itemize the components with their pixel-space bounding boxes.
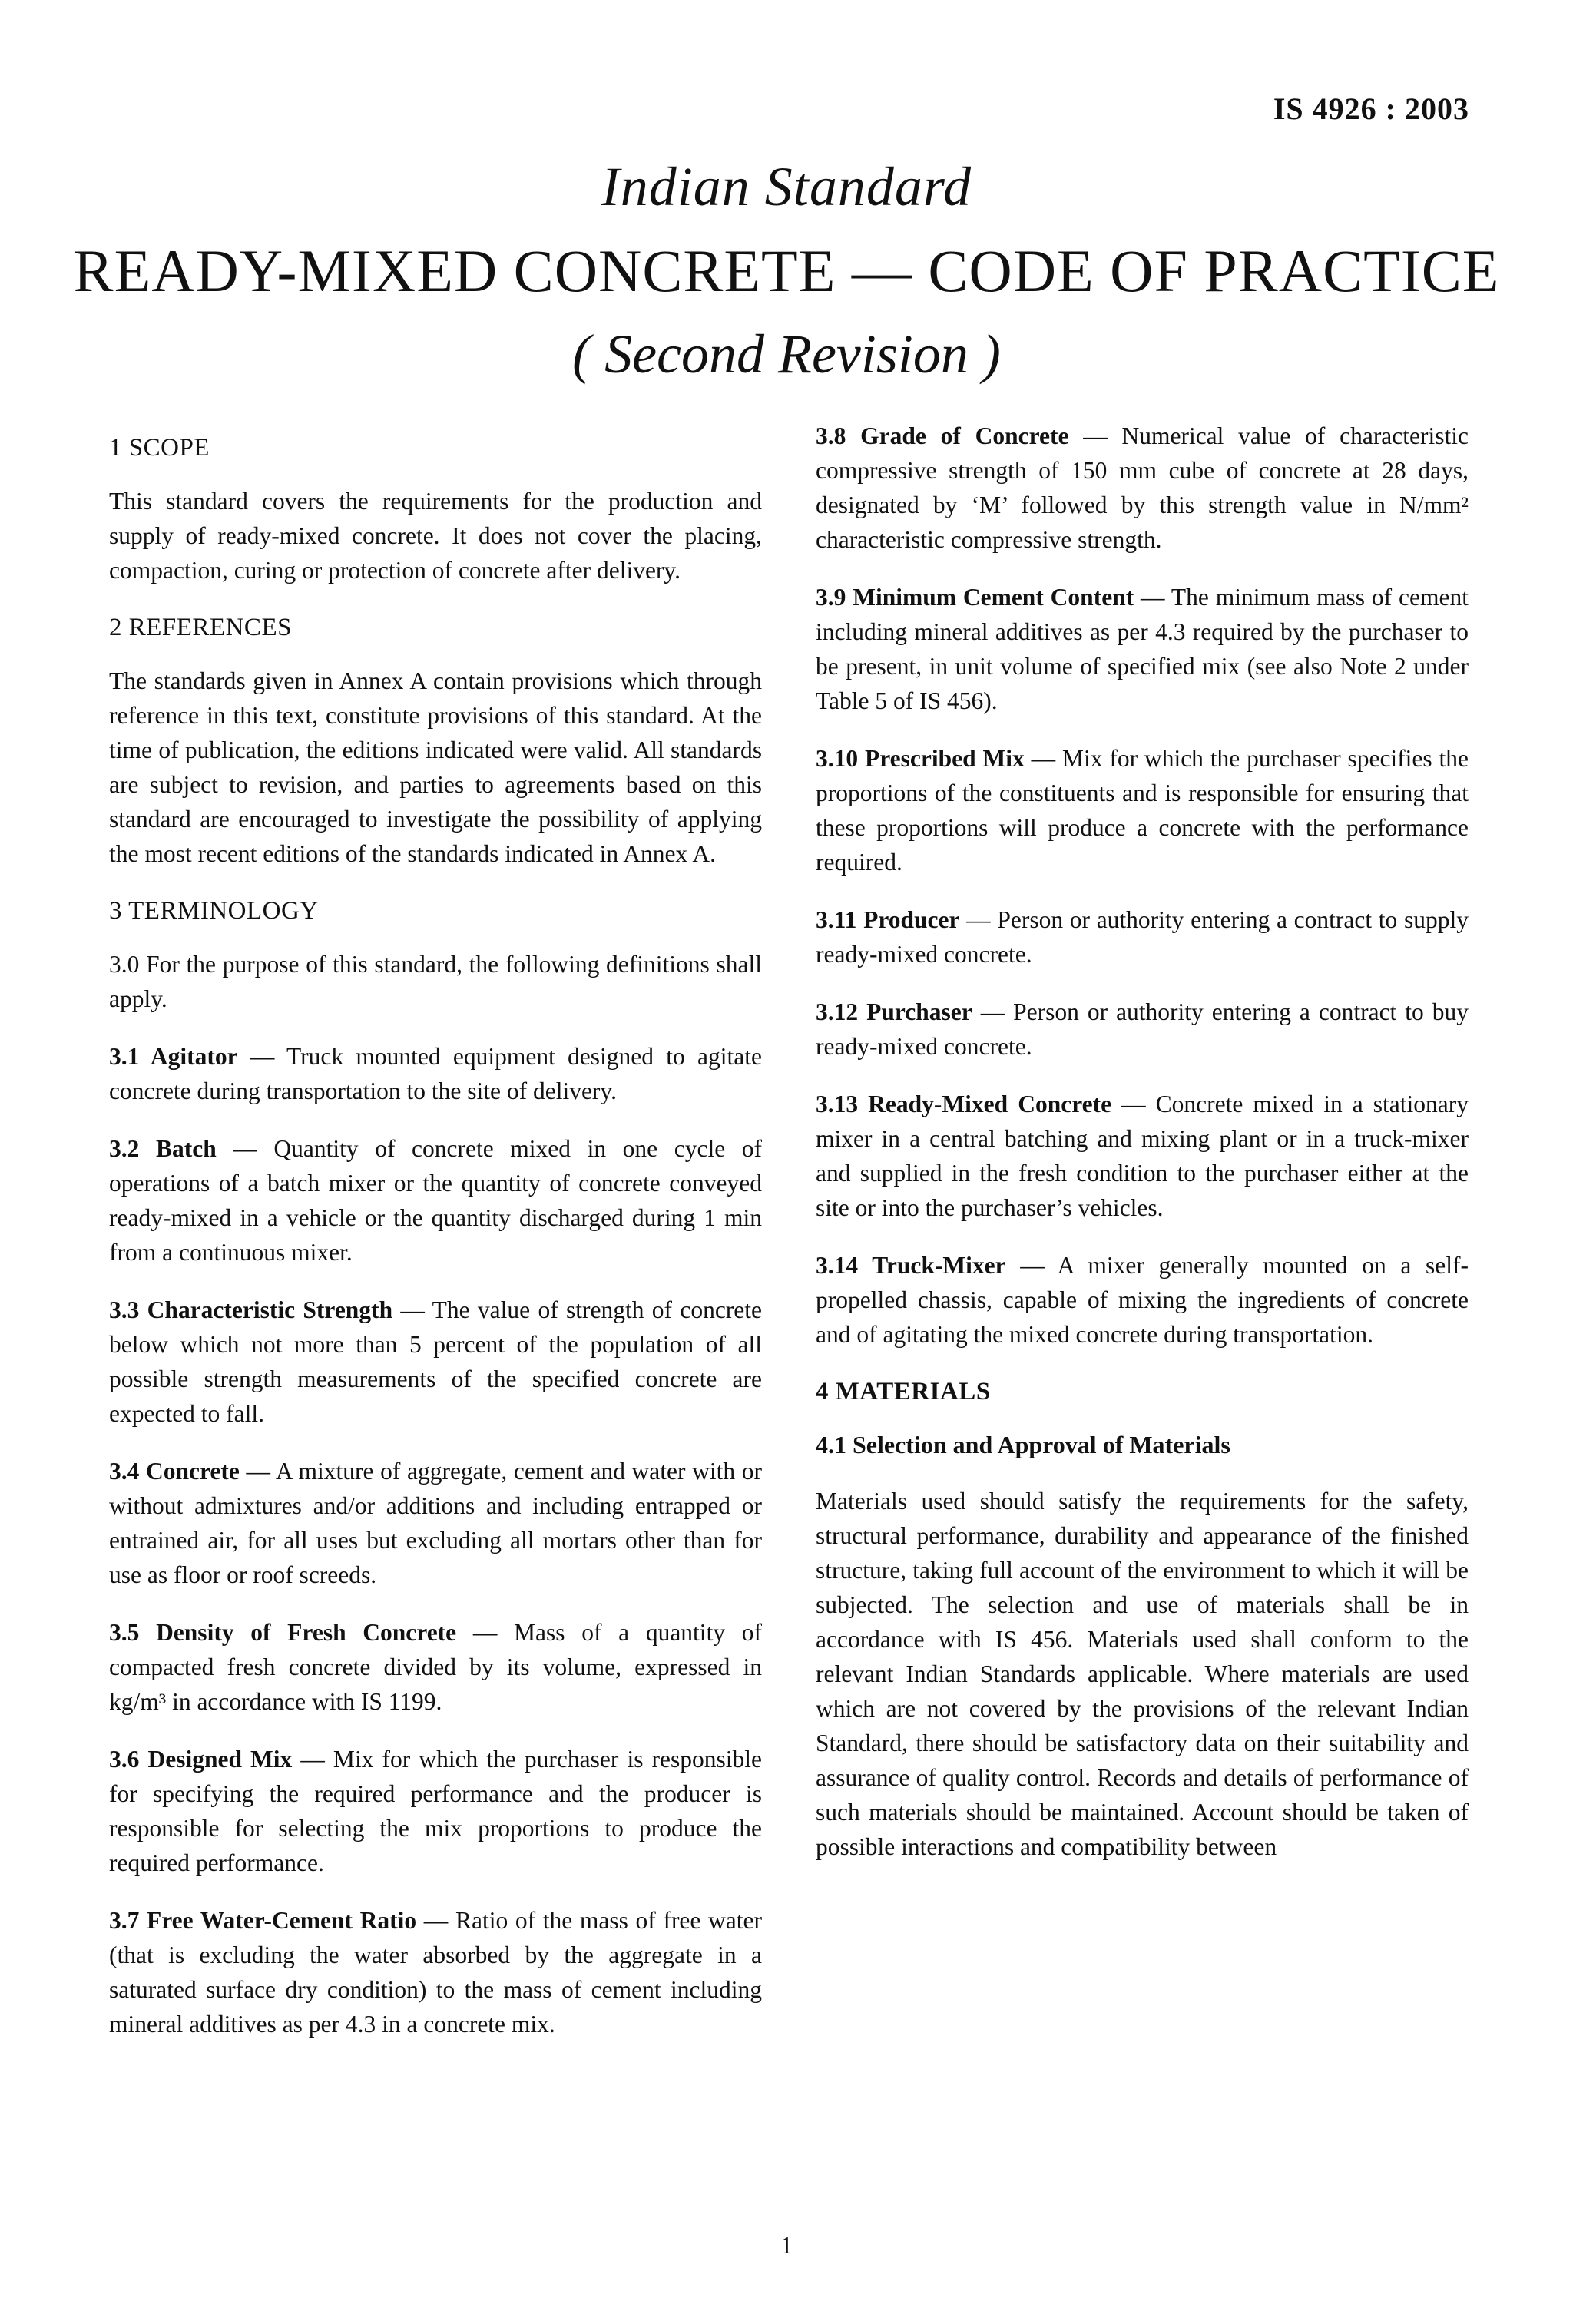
definition-term: 3.7 Free Water-Cement Ratio (109, 1907, 417, 1934)
definition-text: — Person or authority entering a contract to buy ready-mixed concrete. (816, 998, 1469, 1060)
definition-batch (109, 1131, 762, 1270)
section-heading-terminology: 3 TERMINOLOGY (109, 897, 319, 925)
section-heading-scope: 1 SCOPE (109, 434, 210, 462)
definition-text: — The minimum mass of cement including mineral additives as per 4.3 required by the purchaser to be present, in unit volume of specified mix (see also Note 2 under Table 5 of IS 456). (816, 584, 1469, 714)
definition-term: 3.8 Grade of Concrete (816, 422, 1069, 449)
left-column (109, 419, 762, 2064)
definition-grade-of-concrete (816, 419, 1469, 557)
definition-text: — Person or authority entering a contract to supply ready-mixed concrete. (816, 906, 1469, 968)
definition-term: 3.12 Purchaser (816, 998, 972, 1025)
definition-term: 3.2 Batch (109, 1135, 217, 1162)
definition-minimum-cement-content (816, 580, 1469, 718)
definition-term: 3.3 Characteristic Strength (109, 1296, 393, 1323)
definition-text: — The value of strength of concrete below which not more than 5 percent of the population of all possible strength measurements of the specified concrete are expected to fall. (109, 1296, 763, 1427)
definition-term: 3.4 Concrete (109, 1458, 240, 1485)
section-heading-materials: 4 MATERIALS (816, 1378, 991, 1405)
definition-text: — Mix for which the purchaser is responsible for specifying the required performance and the producer is responsible for selecting the mix proportions to produce the required performance. (109, 1746, 762, 1876)
definition-term: 3.6 Designed Mix (109, 1746, 293, 1773)
revision-subtitle: ( Second Revision ) (572, 323, 1001, 385)
definition-designed-mix (109, 1742, 762, 1880)
section-heading-references: 2 REFERENCES (109, 614, 292, 641)
definition-density-fresh-concrete (109, 1615, 762, 1719)
definition-truck-mixer (816, 1248, 1469, 1352)
document-title: READY-MIXED CONCRETE — CODE OF PRACTICE (73, 237, 1500, 304)
definition-term: 3.11 Producer (816, 906, 960, 933)
definition-text: — Truck mounted equipment designed to agitate concrete during transportation to the site of delivery. (109, 1043, 762, 1104)
definition-text: — Concrete mixed in a stationary mixer in a central batching and mixing plant or in a truck-mixer and supplied in the fresh condition to the purchaser either at the site or into the purchaser’s vehicles. (816, 1091, 1469, 1221)
definition-text: — Mix for which the purchaser specifies the proportions of the constituents and is responsible for ensuring that these proportions will produce a concrete with the performance required. (816, 745, 1469, 876)
definition-agitator (109, 1039, 762, 1108)
definition-text: — Numerical value of characteristic compressive strength of 150 mm cube of concrete at 28 days, designated by ‘M’ followed by this strength value in N/mm² characteristic compressive strength. (816, 422, 1469, 553)
pre-title: Indian Standard (601, 156, 972, 217)
page-number: 1 (780, 2231, 793, 2259)
definition-text: — Ratio of the mass of free water (that is excluding the water absorbed by the aggregate in a saturated surface dry condition) to the mass of cement including mineral additives as per 4.3 in a concrete mix. (109, 1907, 763, 2038)
terminology-intro: 3.0 For the purpose of this standard, the following definitions shall apply. (109, 951, 762, 1012)
definition-text: — Mass of a quantity of compacted fresh concrete divided by its volume, expressed in kg/m³ in accordance with IS 1199. (109, 1619, 762, 1715)
definition-purchaser (816, 995, 1469, 1064)
definition-text: — A mixer generally mounted on a self-propelled chassis, capable of mixing the ingredients of concrete and of agitating the mixed concrete during transportation. (816, 1252, 1469, 1348)
definition-ready-mixed-concrete (816, 1087, 1469, 1225)
right-column (816, 419, 1469, 1887)
definition-term: 3.5 Density of Fresh Concrete (109, 1619, 457, 1646)
definition-term: 3.1 Agitator (109, 1043, 238, 1070)
definition-free-water-cement-ratio (109, 1903, 762, 2041)
definition-text: — A mixture of aggregate, cement and water with or without admixtures and/or additions and including entrapped or entrained air, for all uses but excluding all mortars other than for use as floor or roof screeds. (109, 1458, 762, 1588)
definition-characteristic-strength (109, 1293, 762, 1431)
scope-text: This standard covers the requirements for the production and supply of ready-mixed concrete. It does not cover the placing, compaction, curing or protection of concrete after delivery. (109, 488, 762, 584)
standard-number: IS 4926 : 2003 (1273, 91, 1469, 126)
definition-producer (816, 902, 1469, 972)
definition-term: 3.14 Truck-Mixer (816, 1252, 1006, 1279)
definition-term: 3.10 Prescribed Mix (816, 745, 1025, 772)
definition-term: 3.9 Minimum Cement Content (816, 584, 1134, 611)
references-text: The standards given in Annex A contain provisions which through reference in this text, constitute provisions of this standard. At the time of publication, the editions indicated were valid. All standards are subject to revision, and parties to agreements based on this standard are encouraged to investigate the possibility of applying the most recent editions of the standards indicated in Annex A. (109, 667, 762, 867)
definition-text: — Quantity of concrete mixed in one cycle of operations of a batch mixer or the quantity of concrete conveyed ready-mixed in a vehicle or the quantity discharged during 1 min from a continuous mixer. (109, 1135, 763, 1266)
materials-text: Materials used should satisfy the requirements for the safety, structural performance, durability and appearance of the finished structure, taking full account of the environment to which it will be subjected. The selection and use of materials shall be in accordance with IS 456. Materials used shall conform to the relevant Indian Standards applicable. Where materials are used which are not covered by the provisions of the relevant Indian Standard, there should be satisfactory data on their suitability and assurance of quality control. Records and details of performance of such materials should be maintained. Account should be taken of possible interactions and compatibility between (816, 1488, 1469, 1860)
definition-prescribed-mix (816, 741, 1469, 879)
subsection-heading-selection: 4.1 Selection and Approval of Materials (816, 1431, 1230, 1458)
definition-term: 3.13 Ready-Mixed Concrete (816, 1091, 1112, 1117)
definition-concrete (109, 1454, 762, 1592)
